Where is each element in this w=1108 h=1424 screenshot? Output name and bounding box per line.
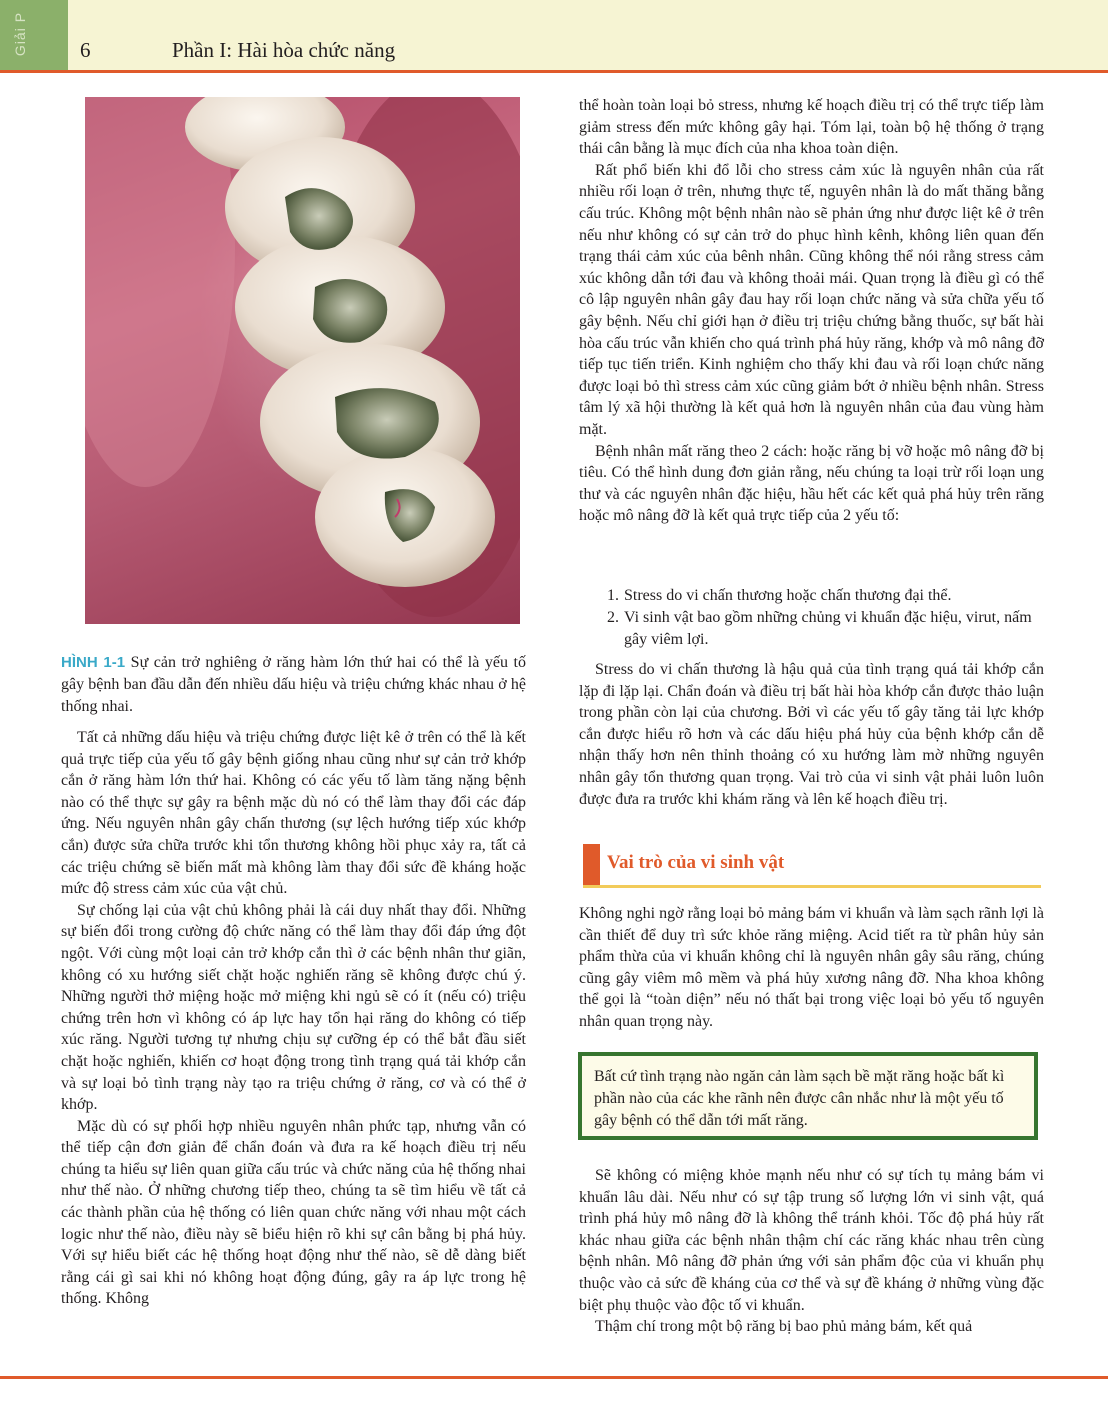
section-body bbox=[579, 903, 1044, 1033]
figure-label: HÌNH 1-1 bbox=[61, 654, 126, 671]
figure-caption bbox=[61, 652, 526, 718]
list-number: 1. bbox=[607, 587, 619, 604]
paragraph: Rất phổ biến khi đổ lỗi cho stress cảm xúc là nguyên nhân của rất nhiều rối loạn ở trên, nhưng thực tế, nguyên nhân là do mất thăng bằng cấu trúc. Không một bệnh nhân nào sẽ phản ứng như được liệt kê ở trên nếu như không có sự cản trở do phục hình kênh, không liên quan đến trạng thái cảm xúc của bênh nhân. Cũng không thể nói rằng stress cảm xúc không dẫn tới đau và không thoải mái. Quan trọng là điều gì có thể cô lập nguyên nhân gây đau hay rối loạn chức năng và sửa chữa yếu tố gây bệnh. Nếu chỉ giới hạn ở điều trị triệu chứng bằng thuốc, sự bất hài hòa cấu trúc vẫn khiến cho quá trình phá hủy răng, khớp và mô nâng đỡ tiếp tục tiến triển. Kinh nghiệm cho thấy khi đau và rối loạn chức năng được loại bỏ thì stress cảm xúc cũng giảm bớt ở nhiều bệnh nhân. Stress tâm lý xã hội thường là kết quả hơn là nguyên nhân của đau vùng hàm mặt. bbox=[579, 161, 1044, 438]
paragraph: Sự chống lại của vật chủ không phải là cái duy nhất thay đổi. Những sự biến đổi trong cường độ chức năng có thể làm thay đổi đáp ứng đột ngột. Với cùng một loại cản trở khớp cắn thì ở các bệnh nhân thư giãn, không có xu hướng siết chặt hoặc nghiến răng sẽ không được chú ý. Những người thở miệng hoặc mở miệng khi ngủ sẽ có ít (nếu có) triệu chứng trên hơn vì không có áp lực hay tổn hại răng do không có tiếp xúc răng. Người tương tự nhưng chịu sự cưỡng ép có thể bắt đầu siết chặt hoặc nghiến, khiến cơ hoạt động trong tình trạng quá tải khớp cắn và sự loại bỏ tình trạng này tạo ra triệu chứng ở răng, cơ và có thể ở khớp. bbox=[61, 901, 526, 1114]
figure-caption-text: Sự cản trở nghiêng ở răng hàm lớn thứ hai có thể là yếu tố gây bệnh ban đầu dẫn đến nhiều dấu hiệu và triệu chứng khác nhau ở hệ thống nhai. bbox=[61, 654, 526, 715]
right-column-bottom bbox=[579, 1165, 1044, 1338]
running-title: Phần I: Hài hòa chức năng bbox=[172, 38, 396, 62]
section-underline bbox=[583, 885, 1041, 888]
left-column bbox=[61, 727, 526, 1310]
callout-text: Bất cứ tình trạng nào ngăn cản làm sạch bề mặt răng hoặc bất kì phần nào của các khe rãnh nên được cân nhắc như là một yếu tố gây bệnh có thể dẫn tới mất răng. bbox=[594, 1068, 1005, 1129]
header-bar bbox=[0, 0, 1108, 70]
header-tab bbox=[0, 0, 68, 70]
list-item bbox=[607, 585, 1047, 607]
page-number: 6 bbox=[80, 38, 91, 62]
right-column-top bbox=[579, 95, 1044, 527]
callout-box bbox=[578, 1052, 1038, 1140]
numbered-list bbox=[607, 585, 1047, 651]
paragraph: Tất cả những dấu hiệu và triệu chứng được liệt kê ở trên có thể là kết quả trực tiếp của yếu tố gây bệnh giống nhau cũng như sự cản trở khớp cắn ở răng hàm lớn thứ hai. Không có các yếu tố làm tăng nặng bệnh nào có thể thực sự gây ra bệnh mặc dù nó có thể làm thay đổi các đáp ứng. Nếu nguyên nhân gây chấn thương (sự lệch hướng tiếp xúc khớp cắn) được sửa chữa trước khi tổn thương không hồi phục xảy ra, tất cả các triệu chứng sẽ biến mất mà không làm thay đổi sức đề kháng hoặc mức độ stress cảm xúc của vật chủ. bbox=[61, 729, 526, 898]
teeth-illustration bbox=[85, 97, 520, 624]
section-accent-bar bbox=[583, 844, 600, 886]
paragraph: Thậm chí trong một bộ răng bị bao phủ mảng bám, kết quả bbox=[595, 1318, 973, 1336]
header-rule bbox=[0, 70, 1108, 73]
paragraph: Bệnh nhân mất răng theo 2 cách: hoặc răng bị vỡ hoặc mô nâng đỡ bị tiêu. Có thể hình dung đơn giản rằng, nếu chúng ta loại trừ rối loạn ung thư và các nguyên nhân đặc hiệu, hầu hết các kết quả phá hủy trên răng hoặc mô nâng đỡ là kết quả trực tiếp của 2 yếu tố: bbox=[579, 442, 1044, 525]
list-number: 2. bbox=[607, 609, 619, 626]
list-text: Stress do vi chấn thương hoặc chấn thương đại thể. bbox=[624, 587, 952, 604]
paragraph: Stress do vi chấn thương là hậu quả của tình trạng quá tải khớp cắn lặp đi lặp lại. Chẩn đoán và điều trị bất hài hòa khớp cắn được thảo luận trong phần còn lại của chương. Bởi vì các yếu tố gây tăng tải lực khớp cắn được hiểu rõ hơn và các dấu hiệu phá hủy của bệnh khớp cắn dễ nhận thấy hơn nên thỉnh thoảng có xu hướng làm mờ những nguyên nhân gây tổn thương quan trọng. Vai trò của vi sinh vật phải luôn luôn được đưa ra trước khi khám răng và lên kế hoạch điều trị. bbox=[579, 661, 1044, 808]
section-title: Vai trò của vi sinh vật bbox=[607, 852, 785, 873]
spine-label: Giải P bbox=[12, 11, 28, 57]
figure-photo bbox=[85, 97, 520, 624]
list-text: Vi sinh vật bao gồm những chủng vi khuẩn đặc hiệu, virut, nấm gây viêm lợi. bbox=[624, 609, 1032, 648]
paragraph: Không nghi ngờ rằng loại bỏ mảng bám vi khuẩn và làm sạch rãnh lợi là cần thiết để duy trì sức khỏe răng miệng. Acid tiết ra từ phân hủy sản phẩm thừa của vi khuẩn không chỉ là nguyên nhân gây sâu răng, chúng cũng gây viêm mô mềm và phá hủy xương nâng đỡ. Nha khoa không thể gọi là “toàn diện” nếu nó thất bại trong việc loại bỏ yếu tố nguyên nhân quan trọng này. bbox=[579, 905, 1044, 1030]
right-column-mid bbox=[579, 659, 1044, 810]
list-item bbox=[607, 607, 1047, 651]
paragraph: Sẽ không có miệng khỏe mạnh nếu như có sự tích tụ mảng bám vi khuẩn lâu dài. Nếu như có sự tập trung số lượng lớn vi sinh vật, quá trình phá hủy mô nâng đỡ là không thể tránh khỏi. Tốc độ phá hủy rất khác nhau giữa các bệnh nhân thậm chí các răng khác nhau trên cùng bệnh nhân. Mô nâng đỡ phản ứng với sản phẩm độc của vi khuẩn phụ thuộc vào cả sức đề kháng của cơ thể và sự đề kháng ở những vùng đặc biệt phụ thuộc vào độc tố vi khuẩn. bbox=[579, 1167, 1044, 1314]
footer-rule bbox=[0, 1376, 1108, 1379]
section-heading bbox=[579, 844, 1042, 887]
paragraph: Mặc dù có sự phối hợp nhiều nguyên nhân phức tạp, nhưng vẫn có thể tiếp cận đơn giản để chẩn đoán và đưa ra kế hoạch điều trị nếu chúng ta hiểu sự liên quan giữa cấu trúc và chức năng của hệ thống nhai như thế nào. Ở những chương tiếp theo, chúng ta sẽ tìm hiểu về tất cả các thành phần của hệ thống có liên quan chức năng với nhau một cách logic như thế nào, điều này sẽ biểu hiện rõ khi sự cân bằng bị phá hủy. Với sự hiểu biết các hệ thống hoạt động như thế nào, sẽ dễ dàng biết rằng cái gì sai khi nó không hoạt động đúng, gây ra áp lực trong hệ thống. Không bbox=[61, 1117, 526, 1308]
paragraph: thể hoàn toàn loại bỏ stress, nhưng kế hoạch điều trị có thể trực tiếp làm giảm stress đến mức không gây hại. Tóm lại, toàn bộ hệ thống ở trạng thái cân bằng là mục đích của nha khoa toàn diện. bbox=[579, 97, 1044, 158]
